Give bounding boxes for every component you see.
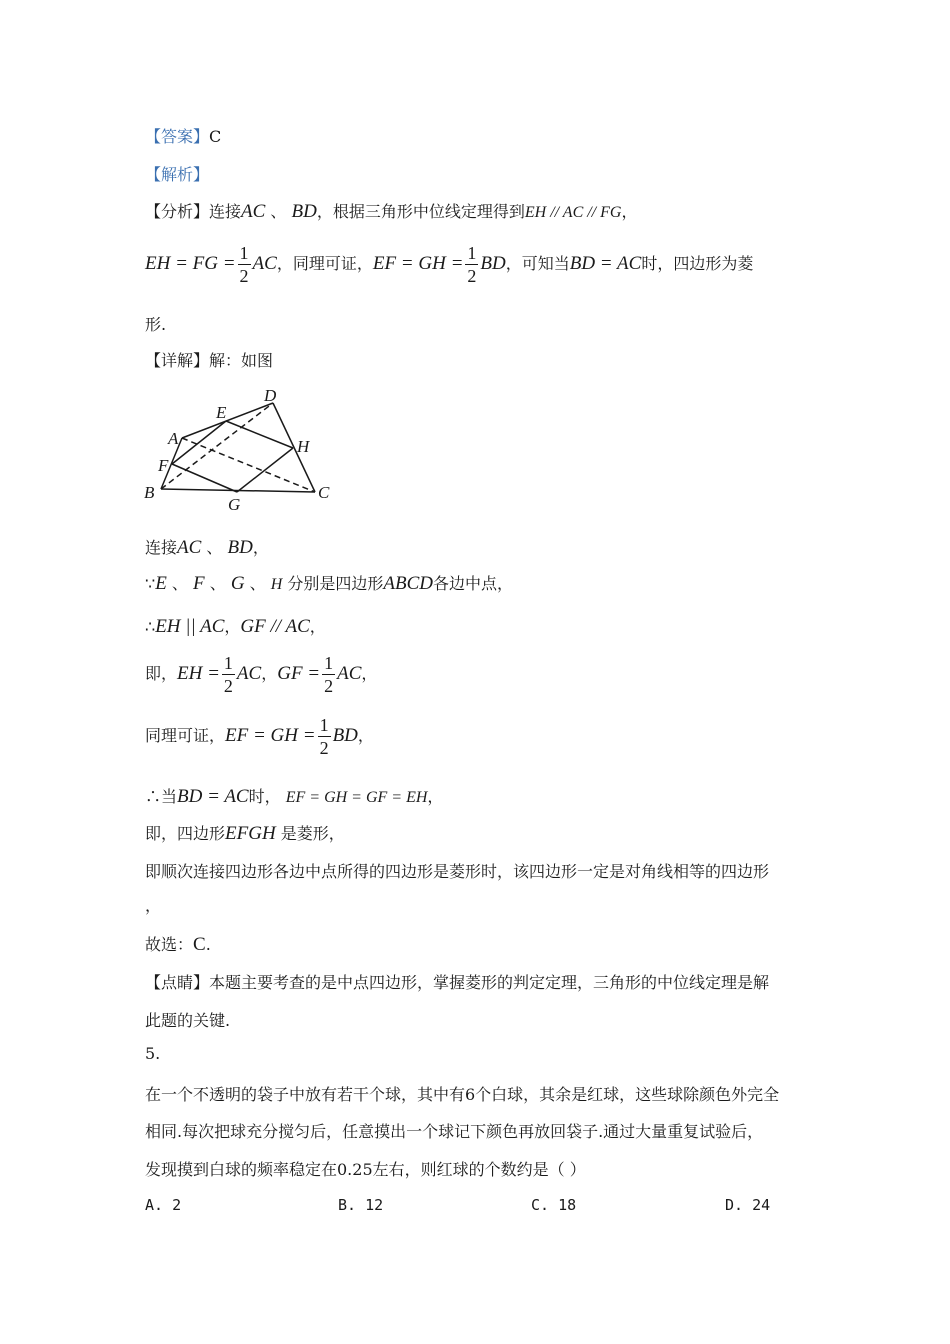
text: ， [224,617,241,636]
detail-line [145,348,273,371]
text: 5. [145,1044,161,1063]
math: AC [241,201,266,222]
fraction [322,652,335,697]
dianjing-line-2 [145,1008,230,1031]
analysis-heading [145,162,209,185]
step-9 [145,893,161,916]
step-1 [145,535,269,559]
label-a: A [168,429,179,448]
step-2 [145,571,513,595]
text: 故选： [145,935,194,954]
text: 形. [145,315,167,334]
label-e: E [216,403,227,422]
numerator: 1 [467,243,477,263]
text: 同理可证， [145,726,226,745]
text: 、 [249,574,266,593]
text: ， [361,664,378,683]
text: ， [252,538,269,557]
text: ， [621,202,638,221]
text: 、 [270,202,287,221]
quadrilateral-figure [130,380,350,520]
text: 、 [171,574,188,593]
question-line-1 [145,1082,779,1105]
math: EFGH [225,823,276,844]
text: ∴ [145,617,156,636]
math: BD [332,725,358,746]
denominator: 2 [467,266,477,286]
text: 连接 [145,538,178,557]
text: ，同理可证， [276,254,373,273]
segment-hg [237,448,293,492]
option-d[interactable]: D. 24 [725,1196,771,1214]
text: ， [261,664,278,683]
math: AC [236,663,262,684]
text: 在一个不透明的袋子中放有若干个球，其中有6个白球，其余是红球，这些球除颜色外完全 [145,1085,780,1104]
text: ，根据三角形中位线定理得到 [316,202,525,221]
denominator: 2 [324,676,334,696]
math: EF = GH = [225,725,316,746]
option-a[interactable]: A. 2 [145,1196,182,1214]
text: ， [145,896,162,915]
text: 各边中点， [433,574,514,593]
question-number [145,1044,160,1063]
math: EF = GH = [372,253,464,274]
text: ， [309,617,326,636]
dianjing-tag: 【点睛】 [145,973,210,992]
question-line-2 [145,1119,763,1142]
text: 即顺次连接四边形各边中点所得的四边形是菱形时，该四边形一定是对角线相等的四边形 [145,862,770,881]
question-line-3 [145,1157,586,1180]
fraction [222,652,235,697]
text: . [205,935,211,954]
text: 即，四边形 [145,824,226,843]
math: EH = FG = [145,253,236,274]
label-c: C [318,483,330,502]
denominator: 2 [319,738,329,758]
detail-tag: 【详解】 [145,351,210,370]
fraction [318,714,331,759]
analysis-tag: 【解析】 [145,165,210,184]
math: BD = AC [177,786,249,807]
label-g: G [228,495,241,514]
step-4 [145,652,377,697]
math: ABCD [383,573,434,594]
text: 即， [145,664,178,683]
option-b[interactable]: B. 12 [338,1196,384,1214]
dianjing-line-1 [145,970,769,993]
answer-value: C [209,127,222,146]
denominator: 2 [223,676,233,696]
text: 、 [209,574,226,593]
step-10 [145,932,211,956]
text: ∵ [145,574,156,593]
edge-ad [182,403,273,438]
answer-tag: 【答案】 [145,127,210,146]
math: H [270,576,283,593]
math: E [155,573,167,594]
label-b: B [144,483,155,502]
fenxi-line-2 [145,242,753,287]
text: 时，四边形为菱 [641,254,754,273]
numerator: 1 [223,653,233,673]
text: 连接 [209,202,242,221]
option-c[interactable]: C. 18 [531,1196,577,1214]
math: EH // AC // FG [524,204,622,221]
math: G [230,573,245,594]
fenxi-line-3 [145,312,166,335]
math: F [193,573,205,594]
step-7 [145,821,345,845]
text: 、 [206,538,223,557]
math: GF // AC [240,616,310,637]
math: BD = AC [569,253,642,274]
text: ，可知当 [505,254,570,273]
text: 是菱形， [280,824,345,843]
fenxi-tag: 【分析】 [145,202,210,221]
numerator: 1 [319,715,329,735]
math: AC [337,663,362,684]
label-h: H [297,437,310,456]
math: EH = [177,663,220,684]
fraction [465,242,478,287]
numerator: 1 [324,653,334,673]
step-8 [145,859,769,882]
numerator: 1 [239,243,249,263]
text: 此题的关键. [145,1011,231,1030]
fenxi-line-1 [145,199,637,223]
text: 相同.每次把球充分搅匀后，任意摸出一个球记下颜色再放回袋子.通过大量重复试验后， [145,1122,764,1141]
text: 分别是四边形 [287,574,384,593]
math: GF = [277,663,321,684]
math: EH || AC [155,616,225,637]
math: BD [480,253,506,274]
label-f: F [158,456,169,475]
math: C [193,934,206,955]
math: AC [252,253,277,274]
text: 时， [248,787,281,806]
math: BD [291,201,317,222]
text: ， [427,787,444,806]
math: EF = GH = GF = EH [285,789,428,806]
text: 本题主要考查的是中点四边形，掌握菱形的判定定理，三角形的中位线定理是解 [209,973,770,992]
step-3 [145,614,326,638]
step-5 [145,714,374,759]
text: ， [357,726,374,745]
text: ∴当 [145,787,178,806]
math: BD [227,537,253,558]
step-6 [145,784,443,808]
math: AC [177,537,202,558]
label-d: D [264,386,277,405]
text: 解：如图 [209,351,274,370]
fraction [238,242,251,287]
text: 发现摸到白球的频率稳定在0.25左右，则红球的个数约是（ ） [145,1160,586,1179]
segment-gf [172,464,237,492]
denominator: 2 [239,266,249,286]
answer-line [145,124,221,147]
